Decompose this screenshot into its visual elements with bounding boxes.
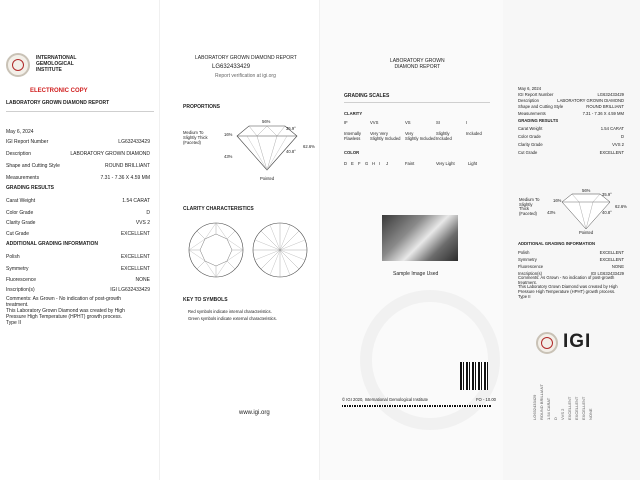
card-grading-title: GRADING RESULTS (518, 118, 559, 123)
card-additional-row: Symmetry EXCELLENT (518, 257, 624, 262)
color-grade: I (379, 161, 381, 166)
card-total-depth: 62.6% (615, 204, 627, 209)
crown-height: 16% (224, 132, 233, 137)
clarity-characteristics-title: CLARITY CHARACTERISTICS (183, 206, 254, 212)
card-additional-row: Inscription(s) IGI LG632433429 (518, 271, 624, 276)
sample-image-caption: Sample Image Used (393, 271, 439, 277)
key-red-text: Red symbols indicate internal characteristics. (188, 309, 272, 314)
info-row: IGI Report Number LG632433429 (6, 139, 150, 145)
additional-row: Inscription(s) IGI LG632433429 (6, 287, 150, 293)
stub-value: ROUND BRILLIANT (539, 383, 544, 420)
table-percent: 56% (262, 119, 271, 124)
page2-title: LABORATORY GROWN DIAMOND REPORT (195, 55, 297, 61)
institute-name: INTERNATIONAL GEMOLOGICAL INSTITUTE (36, 55, 77, 73)
igi-seal-icon (536, 332, 558, 354)
card-comments: Comments: As Grown - No indication of post-growth treatment. (518, 275, 615, 285)
card-culet-label: Pointed (579, 230, 594, 235)
clarity-grade: VS (405, 120, 411, 125)
color-grade: H (372, 161, 376, 166)
card-additional-title: ADDITIONAL GRADING INFORMATION (518, 241, 596, 246)
clarity-grade: SI (436, 120, 440, 125)
key-green-text: Green symbols indicate external characteristics. (188, 316, 277, 321)
page3-title: LABORATORY GROWN DIAMOND REPORT (390, 58, 445, 70)
additional-row: Fluorescence NONE (6, 277, 150, 283)
comments-text: Comments: As Grown - No indication of post-growth treatment. (6, 296, 122, 308)
additional-info-title: ADDITIONAL GRADING INFORMATION (6, 241, 99, 247)
clarity-plot-crown (188, 222, 244, 278)
stub-value: NONE (588, 408, 593, 420)
report-date: May 6, 2024 (6, 129, 34, 135)
card-grade-row: Color Grade D (518, 134, 624, 139)
proportions-title: PROPORTIONS (183, 104, 220, 110)
color-grade: G (365, 161, 369, 166)
card-pavilion-angle: 40.8° (602, 210, 612, 215)
igi-brand-logo: IGI (563, 331, 592, 352)
copyright-text: © IGI 2020, International Gemological Institute (342, 397, 428, 402)
card-grade-row: Carat Weight 1.54 CARAT (518, 126, 624, 131)
report-page-card (503, 0, 640, 480)
stub-value: VVS 2 (560, 408, 565, 420)
clarity-grade: IF (344, 120, 348, 125)
card-info-row: IGI Report Number LG632433429 (518, 92, 624, 97)
color-grade: E (351, 161, 354, 166)
color-grade: F (358, 161, 361, 166)
card-grade-row: Clarity Grade VVS 2 (518, 142, 624, 147)
verification-text: Report verification at igi.org (215, 73, 276, 79)
card-info-row: Description LABORATORY GROWN DIAMOND (518, 98, 624, 103)
clarity-desc: Very Slightly Included (405, 131, 436, 141)
card-date: May 6, 2024 (518, 86, 542, 91)
grade-row: Cut Grade EXCELLENT (6, 231, 150, 237)
info-row: Measurements 7.31 - 7.36 X 4.59 MM (6, 175, 150, 181)
color-grade: J (386, 161, 389, 166)
sample-diamond-image (382, 215, 458, 261)
crown-angle: 35.9° (286, 126, 296, 131)
card-girdle-description: Medium To Slightly Thick (Faceted) (519, 197, 540, 216)
stub-value: 1.54 CARAT (546, 397, 551, 420)
total-depth: 62.6% (303, 144, 315, 149)
report-page-grading-scales (320, 0, 503, 480)
color-scale-label: COLOR (344, 150, 360, 155)
growth-process-text: This Laboratory Grown Diamond was created by High Pressure High Temperature (HPHT) growth process. (6, 308, 125, 320)
clarity-grade: I (466, 120, 468, 125)
card-diamond-type: Type II (518, 294, 531, 299)
card-grade-row: Cut Grade EXCELLENT (518, 150, 624, 155)
report-page-diagrams (160, 0, 320, 480)
additional-row: Symmetry EXCELLENT (6, 266, 150, 272)
card-crown-angle: 35.9° (602, 192, 612, 197)
clarity-desc: Included (466, 131, 482, 136)
grade-row: Clarity Grade VVS 2 (6, 220, 150, 226)
grade-row: Color Grade D (6, 210, 150, 216)
pavilion-angle: 40.8° (286, 149, 296, 154)
clarity-scale-label: CLARITY (344, 111, 363, 116)
grade-row: Carat Weight 1.54 CARAT (6, 198, 150, 204)
clarity-desc: Internally Flawless (344, 131, 361, 141)
pavilion-depth: 43% (224, 154, 233, 159)
card-info-row: Measurements 7.31 - 7.36 X 4.59 MM (518, 111, 624, 116)
card-additional-row: Fluorescence NONE (518, 264, 624, 269)
report-title: LABORATORY GROWN DIAMOND REPORT (6, 100, 110, 106)
grading-results-title: GRADING RESULTS (6, 185, 54, 191)
card-pavilion-depth: 43% (547, 210, 556, 215)
stub-value: EXCELLENT (567, 396, 572, 420)
info-row: Description LABORATORY GROWN DIAMOND (6, 151, 150, 157)
electronic-copy-label: ELECTRONIC COPY (30, 88, 88, 94)
clarity-desc: Slightly Included (436, 131, 452, 141)
clarity-desc: Very Very Slightly Included (370, 131, 401, 141)
color-grade: D (344, 161, 348, 166)
page2-report-number: LG632433429 (212, 64, 251, 70)
color-desc: Light (468, 161, 478, 166)
girdle-description: Medium To Slightly Thick (Faceted) (183, 130, 208, 145)
info-row: Shape and Cutting Style ROUND BRILLIANT (6, 163, 150, 169)
card-info-row: Shape and Cutting Style ROUND BRILLIANT (518, 104, 624, 109)
stub-value: EXCELLENT (574, 396, 579, 420)
clarity-grade: VVS (370, 120, 379, 125)
qr-code-icon (460, 362, 488, 390)
diamond-type-text: Type II (6, 320, 22, 326)
stub-value: LG632433429 (532, 394, 537, 420)
stub-value: EXCELLENT (581, 396, 586, 420)
color-desc: Faint (405, 161, 415, 166)
security-strip (342, 405, 492, 407)
card-crown-height: 16% (553, 198, 562, 203)
key-to-symbols-title: KEY TO SYMBOLS (183, 297, 228, 303)
stub-value: D (553, 417, 558, 420)
form-code: FO - 10.00 (476, 397, 497, 402)
clarity-plot-pavilion (252, 222, 308, 278)
card-additional-row: Polish EXCELLENT (518, 250, 624, 255)
color-desc: Very Light (436, 161, 455, 166)
additional-row: Polish EXCELLENT (6, 254, 150, 260)
grading-scales-title: GRADING SCALES (344, 93, 390, 99)
culet-label: Pointed (260, 176, 275, 181)
report-page-summary (0, 0, 160, 480)
watermark-seal-icon (360, 290, 500, 430)
card-growth-process: This Laboratory Grown Diamond was created by High Pressure High Temperature (HPHT) growth process. (518, 284, 618, 294)
card-table-percent: 56% (582, 188, 591, 193)
website-text: www.igi.org (239, 410, 270, 416)
igi-seal-icon (6, 53, 30, 77)
